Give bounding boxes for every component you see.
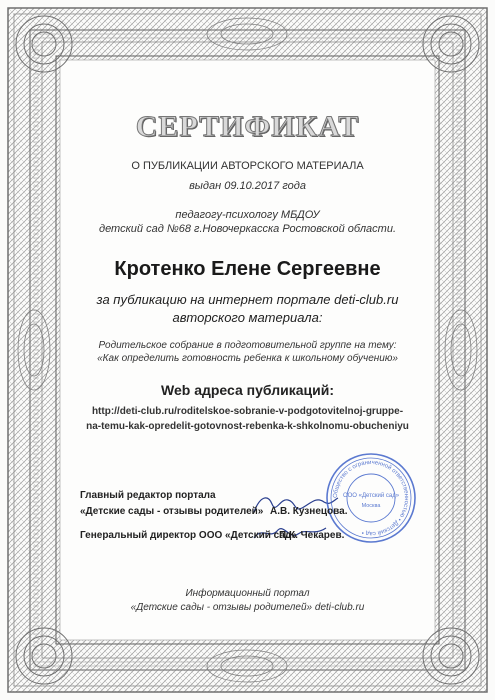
certificate-title: СЕРТИФИКАТ [135, 110, 360, 143]
stamp-center-text: ООО «Детский сад» [342, 493, 400, 499]
web-addresses-heading: Web адреса публикаций: [161, 382, 334, 398]
certificate-content [60, 60, 435, 640]
director-name: П.К. Чекарев. [279, 530, 345, 541]
publication-url-cont: na-temu-kak-opredelit-gotovnost-rebenka-k-shkolnomu-obucheniyu [86, 421, 409, 432]
stamp-ring-text: Общество с ограниченной ответственностью • Детский сад • [332, 459, 410, 537]
editor-portal-name: «Детские сады - отзывы родителей» [80, 506, 264, 517]
publication-statement-cont: авторского материала: [172, 310, 323, 325]
publication-url: http://deti-club.ru/roditelskoe-sobranie-v-podgotovitelnoj-gruppe- [91, 406, 404, 417]
material-title: «Как определить готовность ребенка к школьному обучению» [97, 353, 398, 364]
recipient-name: Кротенко Елене Сергеевне [114, 258, 381, 280]
footer-portal-name: «Детские сады - отзывы родителей» deti-club.ru [130, 602, 365, 613]
stamp-city-text: Москва [361, 503, 381, 509]
publication-statement: за публикацию на интернет портале deti-club.ru [96, 292, 399, 307]
certificate-subtitle: О ПУБЛИКАЦИИ АВТОРСКОГО МАТЕРИАЛА [131, 160, 364, 172]
footer-portal-label: Информационный портал [185, 588, 310, 599]
director-title: Генеральный директор ООО «Детский сад» [80, 530, 297, 541]
issue-date: выдан 09.10.2017 года [189, 180, 306, 192]
editor-title: Главный редактор портала [80, 490, 216, 501]
recipient-position: педагогу-психологу МБДОУ [175, 209, 320, 221]
material-topic: Родительское собрание в подготовительной группе на тему: [98, 340, 397, 351]
recipient-organization: детский сад №68 г.Новочеркасска Ростовской области. [98, 223, 397, 235]
editor-name: А.В. Кузнецова. [270, 506, 348, 517]
